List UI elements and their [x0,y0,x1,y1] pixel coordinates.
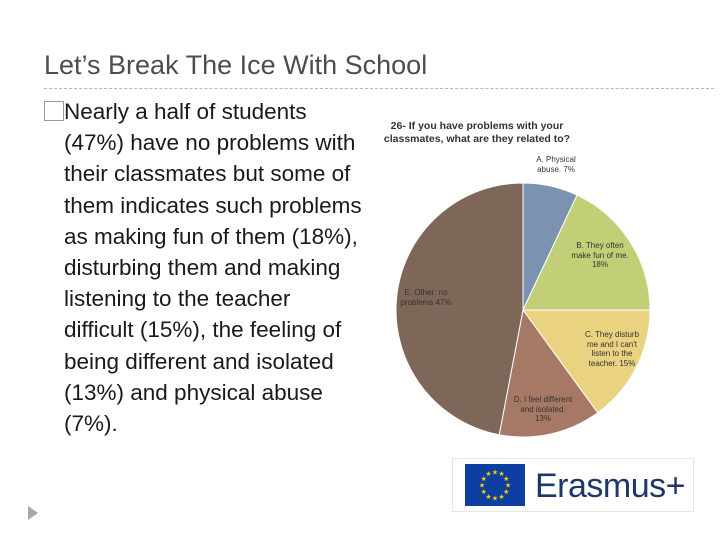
erasmus-logo-text: Erasmus+ [535,467,685,505]
pie-slice-label-c: C. They disturb me and I can't listen to the teacher. 15% [584,330,640,368]
flag-star-icon: ★ [478,481,486,490]
flag-star-icon: ★ [498,470,505,479]
flag-star-icon: ★ [480,475,487,483]
flag-star-icon: ★ [503,475,510,483]
flag-star-icon: ★ [480,488,487,496]
flag-star-icon: ★ [504,481,512,490]
chart-title: 26- If you have problems with your classmates, what are they related to? [383,120,571,145]
pie-slice-label-b: B. They often make fun of me. 18% [571,241,629,269]
flag-star-icon: ★ [485,492,492,501]
bullet-text: Nearly a half of students (47%) have no problems with their classmates but some of them indicates such problems as making fun of them (18%), disturbing them and making listening to the teacher difficult (15%), the feeling of being different and isolated (13%) and physical abuse (7%). [64,99,362,437]
pie-slice-label-a: A. Physical abuse. 7% [536,155,576,174]
flag-star-icon: ★ [503,488,510,496]
erasmus-logo [452,458,694,512]
slide-corner-arrow-icon [28,506,38,520]
slide-title: Let’s Break The Ice With School [44,50,428,80]
flag-star-icon: ★ [498,492,505,501]
pie-slice-e [396,183,523,435]
pie-slice-label-e: E. Other: no problems 47% [400,288,452,307]
flag-star-icon: ★ [491,494,499,503]
flag-star-icon: ★ [485,470,492,479]
flag-star-icon: ★ [491,468,499,477]
eu-flag-icon [465,464,525,506]
pie-slice-label-d: D. I feel different and isolated. 13% [513,395,573,423]
